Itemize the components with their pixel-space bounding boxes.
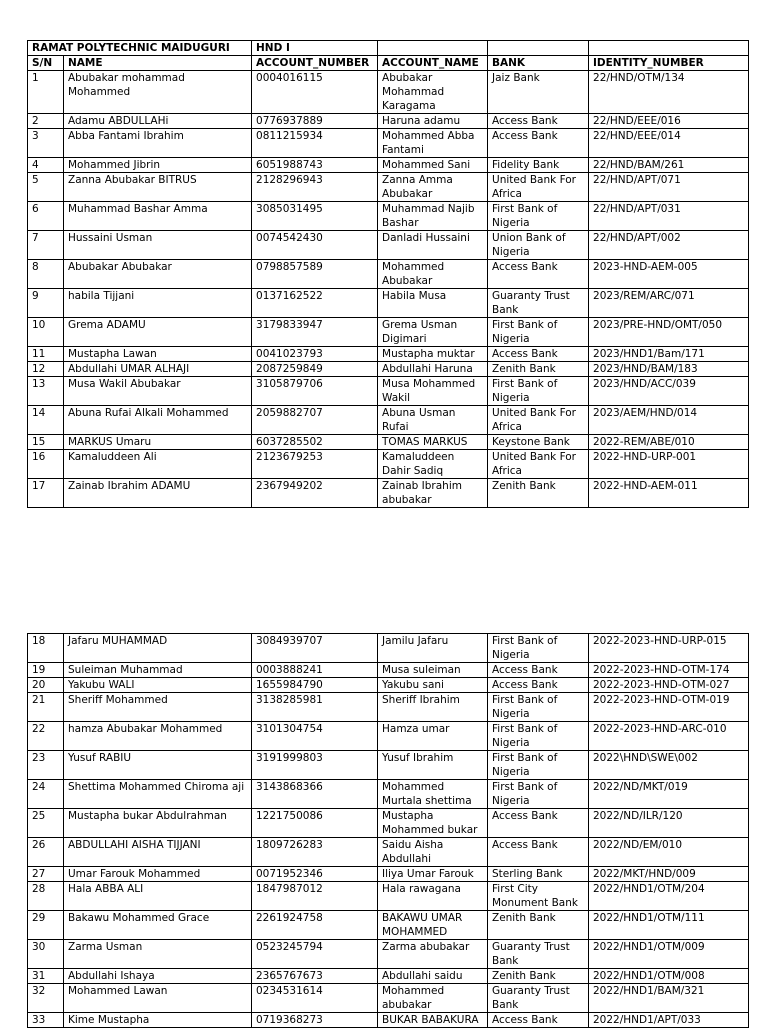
- cell-account-number: 0798857589: [252, 260, 378, 289]
- header-account-name: ACCOUNT_NAME: [378, 56, 488, 71]
- cell-account-number: 3101304754: [252, 722, 378, 751]
- cell-identity-number: 2022/HND1/BAM/321: [589, 984, 749, 1013]
- cell-sn: 31: [28, 969, 64, 984]
- header-bank: BANK: [488, 56, 589, 71]
- cell-name: Mustapha bukar Abdulrahman: [64, 809, 252, 838]
- cell-account-name: Zainab Ibrahim abubakar: [378, 479, 488, 508]
- cell-bank: United Bank For Africa: [488, 406, 589, 435]
- table-row: [28, 362, 749, 377]
- cell-sn: 23: [28, 751, 64, 780]
- cell-account-name: Mohammed Murtala shettima: [378, 780, 488, 809]
- cell-bank: Jaiz Bank: [488, 71, 589, 114]
- cell-account-number: 2367949202: [252, 479, 378, 508]
- cell-identity-number: 2023-HND-AEM-005: [589, 260, 749, 289]
- cell-name: Kamaluddeen Ali: [64, 450, 252, 479]
- cell-sn: 14: [28, 406, 64, 435]
- cell-account-number: 1655984790: [252, 678, 378, 693]
- cell-sn: 7: [28, 231, 64, 260]
- cell-sn: 25: [28, 809, 64, 838]
- cell-account-name: Iliya Umar Farouk: [378, 867, 488, 882]
- empty-cell: [378, 41, 488, 56]
- cell-account-name: Mohammed Abubakar: [378, 260, 488, 289]
- cell-bank: Zenith Bank: [488, 969, 589, 984]
- table-row: [28, 347, 749, 362]
- empty-cell: [488, 41, 589, 56]
- header-sn: S/N: [28, 56, 64, 71]
- cell-account-name: Hala rawagana: [378, 882, 488, 911]
- cell-account-number: 1221750086: [252, 809, 378, 838]
- cell-sn: 19: [28, 663, 64, 678]
- cell-name: Umar Farouk Mohammed: [64, 867, 252, 882]
- cell-name: Jafaru MUHAMMAD: [64, 634, 252, 663]
- cell-bank: First Bank of Nigeria: [488, 751, 589, 780]
- cell-name: Shettima Mohammed Chiroma aji: [64, 780, 252, 809]
- cell-account-number: 0071952346: [252, 867, 378, 882]
- cell-bank: Sterling Bank: [488, 867, 589, 882]
- cell-identity-number: 2022/HND1/APT/033: [589, 1013, 749, 1028]
- students-table-page-1: [27, 40, 749, 508]
- cell-bank: First Bank of Nigeria: [488, 634, 589, 663]
- cell-bank: First City Monument Bank: [488, 882, 589, 911]
- cell-account-number: 3143868366: [252, 780, 378, 809]
- header-row: [28, 56, 749, 71]
- table-row: [28, 663, 749, 678]
- cell-sn: 5: [28, 173, 64, 202]
- cell-account-name: Mohammed abubakar: [378, 984, 488, 1013]
- cell-bank: Access Bank: [488, 838, 589, 867]
- cell-identity-number: 2023/HND/BAM/183: [589, 362, 749, 377]
- cell-account-name: Yusuf Ibrahim: [378, 751, 488, 780]
- cell-sn: 12: [28, 362, 64, 377]
- cell-identity-number: 22/HND/EEE/014: [589, 129, 749, 158]
- table-row: [28, 129, 749, 158]
- cell-identity-number: 22/HND/APT/071: [589, 173, 749, 202]
- table-row: [28, 318, 749, 347]
- cell-sn: 22: [28, 722, 64, 751]
- header-account-number: ACCOUNT_NUMBER: [252, 56, 378, 71]
- table-row: [28, 450, 749, 479]
- cell-account-number: 2087259849: [252, 362, 378, 377]
- empty-cell: [589, 41, 749, 56]
- cell-account-name: Musa suleiman: [378, 663, 488, 678]
- cell-account-number: 0776937889: [252, 114, 378, 129]
- cell-sn: 4: [28, 158, 64, 173]
- cell-bank: First Bank of Nigeria: [488, 377, 589, 406]
- table-row: [28, 882, 749, 911]
- cell-bank: Access Bank: [488, 809, 589, 838]
- cell-name: Abubakar Abubakar: [64, 260, 252, 289]
- cell-bank: Access Bank: [488, 129, 589, 158]
- cell-sn: 11: [28, 347, 64, 362]
- header-identity-number: IDENTITY_NUMBER: [589, 56, 749, 71]
- cell-account-name: Abubakar Mohammad Karagama: [378, 71, 488, 114]
- cell-name: Musa Wakil Abubakar: [64, 377, 252, 406]
- cell-name: Yakubu WALI: [64, 678, 252, 693]
- cell-bank: Fidelity Bank: [488, 158, 589, 173]
- cell-name: Bakawu Mohammed Grace: [64, 911, 252, 940]
- cell-account-number: 2059882707: [252, 406, 378, 435]
- cell-name: Yusuf RABIU: [64, 751, 252, 780]
- cell-name: Zarma Usman: [64, 940, 252, 969]
- table-row: [28, 231, 749, 260]
- cell-account-name: Habila Musa: [378, 289, 488, 318]
- table-row: [28, 940, 749, 969]
- cell-bank: First Bank of Nigeria: [488, 318, 589, 347]
- cell-bank: Access Bank: [488, 260, 589, 289]
- cell-name: Abba Fantami Ibrahim: [64, 129, 252, 158]
- cell-name: habila Tijjani: [64, 289, 252, 318]
- cell-bank: Access Bank: [488, 678, 589, 693]
- cell-account-name: Hamza umar: [378, 722, 488, 751]
- cell-account-number: 1809726283: [252, 838, 378, 867]
- cell-name: Abdullahi Ishaya: [64, 969, 252, 984]
- cell-sn: 16: [28, 450, 64, 479]
- table-row: [28, 158, 749, 173]
- cell-identity-number: 2022-2023-HND-ARC-010: [589, 722, 749, 751]
- cell-account-name: Haruna adamu: [378, 114, 488, 129]
- table-row: [28, 479, 749, 508]
- cell-account-number: 0811215934: [252, 129, 378, 158]
- cell-sn: 1: [28, 71, 64, 114]
- cell-sn: 30: [28, 940, 64, 969]
- cell-identity-number: 2022/ND/ILR/120: [589, 809, 749, 838]
- cell-account-name: Zarma abubakar: [378, 940, 488, 969]
- table-row: [28, 780, 749, 809]
- cell-sn: 15: [28, 435, 64, 450]
- cell-account-number: 3138285981: [252, 693, 378, 722]
- cell-identity-number: 2022/HND1/OTM/204: [589, 882, 749, 911]
- cell-account-number: 3085031495: [252, 202, 378, 231]
- cell-bank: First Bank of Nigeria: [488, 202, 589, 231]
- cell-identity-number: 2022-2023-HND-OTM-019: [589, 693, 749, 722]
- cell-name: hamza Abubakar Mohammed: [64, 722, 252, 751]
- cell-sn: 24: [28, 780, 64, 809]
- cell-name: Abubakar mohammad Mohammed: [64, 71, 252, 114]
- cell-identity-number: 2022-HND-AEM-011: [589, 479, 749, 508]
- cell-account-name: Jamilu Jafaru: [378, 634, 488, 663]
- cell-name: Mustapha Lawan: [64, 347, 252, 362]
- cell-account-name: Sheriff Ibrahim: [378, 693, 488, 722]
- cell-identity-number: 22/HND/BAM/261: [589, 158, 749, 173]
- cell-account-number: 0137162522: [252, 289, 378, 318]
- table-row: [28, 634, 749, 663]
- table-row: [28, 838, 749, 867]
- table-row: [28, 969, 749, 984]
- cell-identity-number: 2022/ND/EM/010: [589, 838, 749, 867]
- cell-bank: First Bank of Nigeria: [488, 780, 589, 809]
- cell-identity-number: 2023/PRE-HND/OMT/050: [589, 318, 749, 347]
- cell-name: Sheriff Mohammed: [64, 693, 252, 722]
- cell-sn: 17: [28, 479, 64, 508]
- cell-account-number: 3191999803: [252, 751, 378, 780]
- students-table-page-2: [27, 633, 749, 1028]
- cell-sn: 10: [28, 318, 64, 347]
- cell-name: Mohammed Jibrin: [64, 158, 252, 173]
- table-row: [28, 406, 749, 435]
- cell-bank: Zenith Bank: [488, 911, 589, 940]
- cell-name: Zainab Ibrahim ADAMU: [64, 479, 252, 508]
- cell-account-name: Musa Mohammed Wakil: [378, 377, 488, 406]
- cell-bank: Access Bank: [488, 347, 589, 362]
- cell-account-name: Grema Usman Digimari: [378, 318, 488, 347]
- cell-account-name: Danladi Hussaini: [378, 231, 488, 260]
- cell-bank: Guaranty Trust Bank: [488, 940, 589, 969]
- table-row: [28, 289, 749, 318]
- cell-account-number: 6051988743: [252, 158, 378, 173]
- cell-identity-number: 2022\HND\SWE\002: [589, 751, 749, 780]
- title-row: [28, 41, 749, 56]
- cell-account-number: 0041023793: [252, 347, 378, 362]
- cell-name: ABDULLAHI AISHA TIJJANI: [64, 838, 252, 867]
- cell-bank: United Bank For Africa: [488, 450, 589, 479]
- cell-account-number: 0074542430: [252, 231, 378, 260]
- table-row: [28, 71, 749, 114]
- cell-identity-number: 2022/HND1/OTM/009: [589, 940, 749, 969]
- cell-name: Grema ADAMU: [64, 318, 252, 347]
- table-row: [28, 202, 749, 231]
- cell-sn: 6: [28, 202, 64, 231]
- cell-bank: Access Bank: [488, 1013, 589, 1028]
- cell-name: Muhammad Bashar Amma: [64, 202, 252, 231]
- table-row: [28, 1013, 749, 1028]
- cell-account-number: 2261924758: [252, 911, 378, 940]
- cell-bank: First Bank of Nigeria: [488, 722, 589, 751]
- table-row: [28, 911, 749, 940]
- cell-identity-number: 2023/HND1/Bam/171: [589, 347, 749, 362]
- cell-sn: 18: [28, 634, 64, 663]
- cell-bank: Zenith Bank: [488, 362, 589, 377]
- cell-account-name: BAKAWU UMAR MOHAMMED: [378, 911, 488, 940]
- cell-account-number: 2365767673: [252, 969, 378, 984]
- table-row: [28, 693, 749, 722]
- cell-sn: 27: [28, 867, 64, 882]
- cell-account-name: Abdullahi saidu: [378, 969, 488, 984]
- cell-sn: 21: [28, 693, 64, 722]
- cell-identity-number: 2022/HND1/OTM/111: [589, 911, 749, 940]
- cell-name: Hala ABBA ALI: [64, 882, 252, 911]
- cell-identity-number: 2022-2023-HND-OTM-174: [589, 663, 749, 678]
- cell-account-number: 6037285502: [252, 435, 378, 450]
- cell-name: Abuna Rufai Alkali Mohammed: [64, 406, 252, 435]
- table-row: [28, 377, 749, 406]
- cell-identity-number: 2022-HND-URP-001: [589, 450, 749, 479]
- table-row: [28, 809, 749, 838]
- table-row: [28, 678, 749, 693]
- cell-name: Hussaini Usman: [64, 231, 252, 260]
- cell-sn: 3: [28, 129, 64, 158]
- cell-bank: Union Bank of Nigeria: [488, 231, 589, 260]
- cell-account-number: 0004016115: [252, 71, 378, 114]
- cell-identity-number: 2022/MKT/HND/009: [589, 867, 749, 882]
- cell-account-number: 3084939707: [252, 634, 378, 663]
- cell-name: Suleiman Muhammad: [64, 663, 252, 678]
- cell-identity-number: 22/HND/OTM/134: [589, 71, 749, 114]
- cell-bank: First Bank of Nigeria: [488, 693, 589, 722]
- table-row: [28, 435, 749, 450]
- cell-account-name: Mustapha Mohammed bukar: [378, 809, 488, 838]
- cell-account-name: Saidu Aisha Abdullahi: [378, 838, 488, 867]
- cell-account-number: 1847987012: [252, 882, 378, 911]
- cell-account-name: Mohammed Abba Fantami: [378, 129, 488, 158]
- table-row: [28, 114, 749, 129]
- cell-identity-number: 22/HND/APT/002: [589, 231, 749, 260]
- cell-identity-number: 22/HND/APT/031: [589, 202, 749, 231]
- cell-account-name: BUKAR BABAKURA: [378, 1013, 488, 1028]
- cell-account-name: Abuna Usman Rufai: [378, 406, 488, 435]
- cell-name: Abdullahi UMAR ALHAJI: [64, 362, 252, 377]
- cell-sn: 28: [28, 882, 64, 911]
- cell-sn: 9: [28, 289, 64, 318]
- cell-name: Adamu ABDULLAHi: [64, 114, 252, 129]
- level-label: HND I: [252, 41, 378, 56]
- table-row: [28, 867, 749, 882]
- cell-name: Kime Mustapha: [64, 1013, 252, 1028]
- cell-account-name: Zanna Amma Abubakar: [378, 173, 488, 202]
- cell-bank: Guaranty Trust Bank: [488, 289, 589, 318]
- cell-sn: 29: [28, 911, 64, 940]
- cell-sn: 2: [28, 114, 64, 129]
- cell-identity-number: 2023/REM/ARC/071: [589, 289, 749, 318]
- cell-account-name: Yakubu sani: [378, 678, 488, 693]
- cell-name: Zanna Abubakar BITRUS: [64, 173, 252, 202]
- cell-sn: 32: [28, 984, 64, 1013]
- cell-account-number: 0719368273: [252, 1013, 378, 1028]
- cell-account-name: Muhammad Najib Bashar: [378, 202, 488, 231]
- cell-account-name: Mustapha muktar: [378, 347, 488, 362]
- cell-sn: 33: [28, 1013, 64, 1028]
- cell-bank: Access Bank: [488, 114, 589, 129]
- cell-account-number: 0234531614: [252, 984, 378, 1013]
- cell-account-name: Mohammed Sani: [378, 158, 488, 173]
- cell-identity-number: 22/HND/EEE/016: [589, 114, 749, 129]
- cell-bank: Access Bank: [488, 663, 589, 678]
- table-row: [28, 173, 749, 202]
- cell-sn: 13: [28, 377, 64, 406]
- cell-account-name: Kamaluddeen Dahir Sadiq: [378, 450, 488, 479]
- cell-identity-number: 2022-2023-HND-OTM-027: [589, 678, 749, 693]
- cell-identity-number: 2023/HND/ACC/039: [589, 377, 749, 406]
- cell-name: MARKUS Umaru: [64, 435, 252, 450]
- table-row: [28, 984, 749, 1013]
- cell-identity-number: 2023/AEM/HND/014: [589, 406, 749, 435]
- cell-identity-number: 2022/ND/MKT/019: [589, 780, 749, 809]
- cell-account-number: 2128296943: [252, 173, 378, 202]
- cell-name: Mohammed Lawan: [64, 984, 252, 1013]
- cell-sn: 8: [28, 260, 64, 289]
- cell-bank: Keystone Bank: [488, 435, 589, 450]
- cell-account-number: 0523245794: [252, 940, 378, 969]
- cell-bank: United Bank For Africa: [488, 173, 589, 202]
- cell-identity-number: 2022-REM/ABE/010: [589, 435, 749, 450]
- cell-identity-number: 2022-2023-HND-URP-015: [589, 634, 749, 663]
- cell-bank: Zenith Bank: [488, 479, 589, 508]
- cell-account-number: 0003888241: [252, 663, 378, 678]
- cell-sn: 20: [28, 678, 64, 693]
- cell-identity-number: 2022/HND1/OTM/008: [589, 969, 749, 984]
- cell-account-number: 3179833947: [252, 318, 378, 347]
- cell-bank: Guaranty Trust Bank: [488, 984, 589, 1013]
- cell-account-name: TOMAS MARKUS: [378, 435, 488, 450]
- institution-title: RAMAT POLYTECHNIC MAIDUGURI: [28, 41, 252, 56]
- header-name: NAME: [64, 56, 252, 71]
- cell-account-number: 2123679253: [252, 450, 378, 479]
- table-row: [28, 260, 749, 289]
- table-row: [28, 751, 749, 780]
- cell-sn: 26: [28, 838, 64, 867]
- cell-account-name: Abdullahi Haruna: [378, 362, 488, 377]
- table-row: [28, 722, 749, 751]
- cell-account-number: 3105879706: [252, 377, 378, 406]
